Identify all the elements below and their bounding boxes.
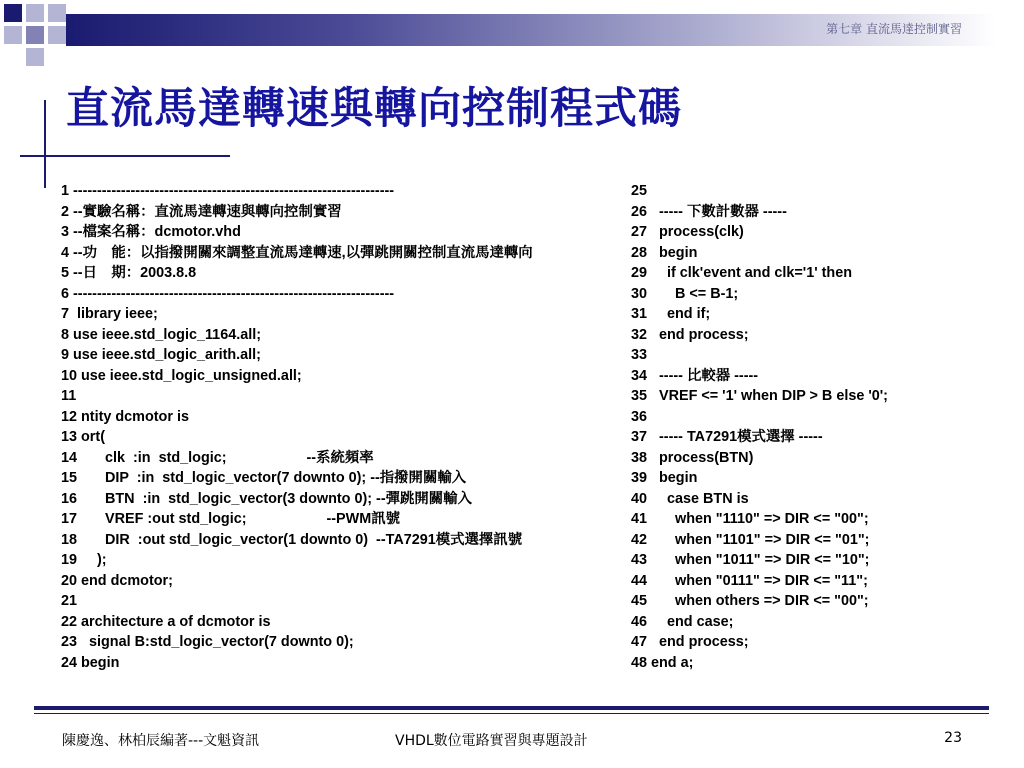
code-line: 10 use ieee.std_logic_unsigned.all; bbox=[61, 367, 302, 384]
decor-square bbox=[26, 4, 44, 22]
code-line: 25 bbox=[631, 183, 648, 199]
code-line: 16 BTN :in std_logic_vector(3 downto 0); --彈跳開關輸入 bbox=[61, 490, 472, 507]
code-line: 18 DIR :out std_logic_vector(1 downto 0) --TA7291模式選擇訊號 bbox=[61, 531, 523, 548]
decor-square bbox=[48, 26, 66, 44]
code-line: 33 bbox=[631, 347, 648, 363]
code-line: 44 when "0111" => DIR <= "11"; bbox=[631, 572, 868, 589]
decor-square bbox=[4, 26, 22, 44]
code-line: 41 when "1110" => DIR <= "00"; bbox=[631, 511, 869, 527]
footer-authors: 陳慶逸、林柏辰編著---文魁資訊 bbox=[62, 733, 260, 749]
code-line: 28 begin bbox=[631, 244, 698, 261]
code-column-left bbox=[61, 181, 626, 673]
code-line: 11 bbox=[61, 388, 77, 404]
code-line: 48 end a; bbox=[631, 654, 694, 671]
code-line: 4 --功 能：以指撥開關來調整直流馬達轉速,以彈跳開關控制直流馬達轉向 bbox=[61, 244, 533, 261]
code-line: 30 B <= B-1; bbox=[631, 285, 739, 302]
code-line: 35 VREF <= '1' when DIP > B else '0'; bbox=[631, 388, 888, 404]
code-line: 24 begin bbox=[61, 654, 120, 671]
code-line: 29 if clk'event and clk='1' then bbox=[631, 265, 853, 281]
code-column-right bbox=[631, 181, 1001, 673]
slide-title: 直流馬達轉速與轉向控制程式碼 bbox=[66, 84, 682, 134]
code-line: 21 bbox=[61, 593, 78, 609]
code-line: 47 end process; bbox=[631, 634, 749, 650]
title-horizontal-rule bbox=[20, 155, 230, 157]
code-line: 43 when "1011" => DIR <= "10"; bbox=[631, 552, 870, 568]
code-line: 31 end if; bbox=[631, 306, 711, 322]
code-line: 23 signal B:std_logic_vector(7 downto 0); bbox=[61, 634, 354, 650]
code-line: 42 when "1101" => DIR <= "01"; bbox=[631, 531, 870, 548]
code-line: 9 use ieee.std_logic_arith.all; bbox=[61, 347, 261, 363]
code-line: 46 end case; bbox=[631, 613, 734, 630]
code-line: 27 process(clk) bbox=[631, 224, 744, 240]
code-line: 40 case BTN is bbox=[631, 490, 749, 507]
code-line: 37 ----- TA7291模式選擇 ----- bbox=[631, 429, 823, 445]
code-line: 22 architecture a of dcmotor is bbox=[61, 613, 271, 630]
code-line: 13 ort( bbox=[61, 429, 105, 445]
code-line: 20 end dcmotor; bbox=[61, 572, 173, 589]
code-line: 2 --實驗名稱：直流馬達轉速與轉向控制實習 bbox=[61, 203, 342, 220]
decor-square bbox=[26, 48, 44, 66]
code-line: 7 library ieee; bbox=[61, 306, 158, 322]
chapter-label: 第七章 直流馬達控制實習 bbox=[826, 22, 962, 36]
footer-rule-thin bbox=[34, 713, 989, 714]
code-line: 5 --日 期：2003.8.8 bbox=[61, 265, 197, 281]
title-vertical-rule bbox=[44, 100, 46, 188]
code-line: 34 ----- 比較器 ----- bbox=[631, 367, 759, 384]
code-line: 17 VREF :out std_logic; --PWM訊號 bbox=[61, 511, 400, 527]
decor-square bbox=[48, 4, 66, 22]
code-line: 36 bbox=[631, 408, 648, 425]
footer-rule bbox=[34, 706, 989, 710]
decor-square bbox=[26, 26, 44, 44]
code-line: 3 --檔案名稱：dcmotor.vhd bbox=[61, 224, 241, 240]
code-line: 32 end process; bbox=[631, 326, 749, 343]
decor-square bbox=[4, 4, 22, 22]
code-line: 19 ); bbox=[61, 552, 107, 568]
code-line: 26 ----- 下數計數器 ----- bbox=[631, 203, 787, 220]
code-line: 12 ntity dcmotor is bbox=[61, 408, 189, 425]
footer-book-title: VHDL數位電路實習與專題設計 bbox=[395, 733, 588, 749]
code-line: 45 when others => DIR <= "00"; bbox=[631, 593, 869, 609]
code-line: 8 use ieee.std_logic_1164.all; bbox=[61, 326, 261, 343]
code-line: 38 process(BTN) bbox=[631, 449, 754, 466]
code-line: 14 clk :in std_logic; --系統頻率 bbox=[61, 449, 374, 466]
code-line: 39 begin bbox=[631, 470, 698, 486]
code-line: 6 ------------------------------------------------------------------- bbox=[61, 285, 395, 302]
code-line: 1 ------------------------------------------------------------------- bbox=[61, 183, 395, 199]
code-line: 15 DIP :in std_logic_vector(7 downto 0); --指撥開關輸入 bbox=[61, 470, 467, 486]
page-number: 23 bbox=[944, 730, 962, 746]
